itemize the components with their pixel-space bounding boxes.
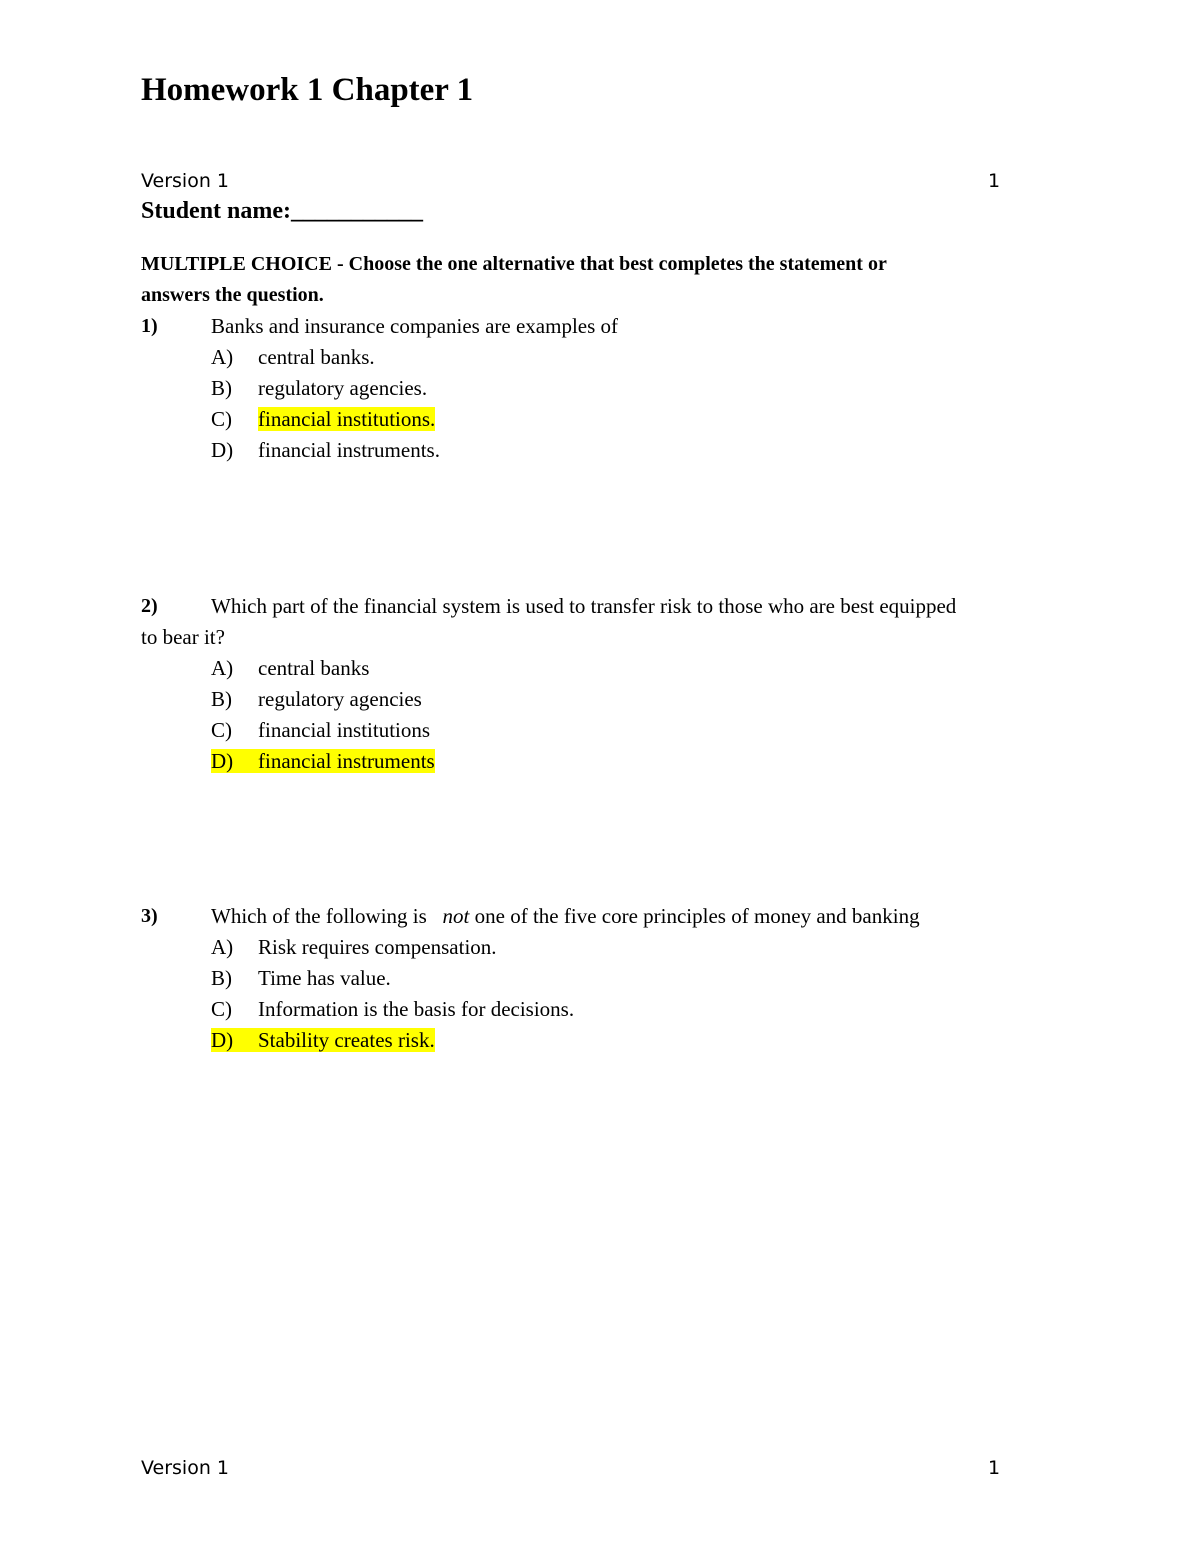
- question-number: 1): [141, 315, 158, 337]
- question-number: 2): [141, 595, 158, 617]
- option-letter: A): [211, 935, 234, 959]
- option-letter: D): [211, 438, 234, 462]
- option-text: central banks.: [258, 345, 375, 369]
- question-text: [211, 904, 920, 929]
- header-version: Version 1: [141, 170, 229, 192]
- option-b: [211, 966, 391, 991]
- option-a: [211, 345, 375, 370]
- option-text: regulatory agencies: [258, 687, 422, 711]
- option-letter: D): [211, 1028, 234, 1052]
- question-text-emphasis: not: [442, 904, 470, 928]
- question-text-line-2: to bear it?: [141, 625, 225, 649]
- option-c: [211, 997, 574, 1022]
- option-highlight: [211, 749, 435, 773]
- option-text: Stability creates risk.: [258, 1028, 435, 1052]
- option-b: [211, 376, 427, 401]
- option-letter: B): [211, 376, 232, 400]
- option-text: central banks: [258, 656, 370, 680]
- option-d-answer: [211, 749, 435, 774]
- option-letter: D): [211, 749, 234, 773]
- option-text: financial instruments.: [258, 438, 440, 462]
- option-letter: C): [211, 407, 232, 431]
- option-letter: B): [211, 966, 232, 990]
- option-a: [211, 656, 369, 681]
- option-text: financial instruments: [258, 749, 435, 773]
- question-text-before: Which of the following is: [211, 904, 427, 928]
- student-name-field-label: Student name:___________: [141, 198, 424, 224]
- header-page-number: 1: [988, 170, 1001, 192]
- option-d-answer: [211, 1028, 435, 1053]
- question-number: 3): [141, 905, 158, 927]
- instructions-line-1: MULTIPLE CHOICE - Choose the one alternative that best completes the statement or: [141, 253, 887, 275]
- option-c-answer: [211, 407, 435, 432]
- option-highlight: [211, 1028, 435, 1052]
- option-letter: C): [211, 997, 232, 1021]
- option-letter: B): [211, 687, 232, 711]
- question-text-line-1: Which part of the financial system is used to transfer risk to those who are best equipped: [211, 594, 957, 618]
- option-c: [211, 718, 430, 743]
- footer-page-number: 1: [988, 1457, 1001, 1479]
- question-text-after: one of the five core principles of money and banking: [474, 904, 920, 928]
- footer-version: Version 1: [141, 1457, 229, 1479]
- option-text: financial institutions: [258, 718, 431, 742]
- option-text: Risk requires compensation.: [258, 935, 497, 959]
- page-title: Homework 1 Chapter 1: [141, 72, 474, 108]
- option-text-highlighted: financial institutions.: [258, 407, 436, 431]
- option-text: Information is the basis for decisions.: [258, 997, 575, 1021]
- option-text: Time has value.: [258, 966, 391, 990]
- option-text: regulatory agencies.: [258, 376, 428, 400]
- option-a: [211, 935, 497, 960]
- option-letter: A): [211, 345, 234, 369]
- option-b: [211, 687, 422, 712]
- option-letter: A): [211, 656, 234, 680]
- instructions-line-2: answers the question.: [141, 284, 324, 306]
- option-d: [211, 438, 440, 463]
- question-text: Banks and insurance companies are examples of: [211, 314, 619, 338]
- option-letter: C): [211, 718, 232, 742]
